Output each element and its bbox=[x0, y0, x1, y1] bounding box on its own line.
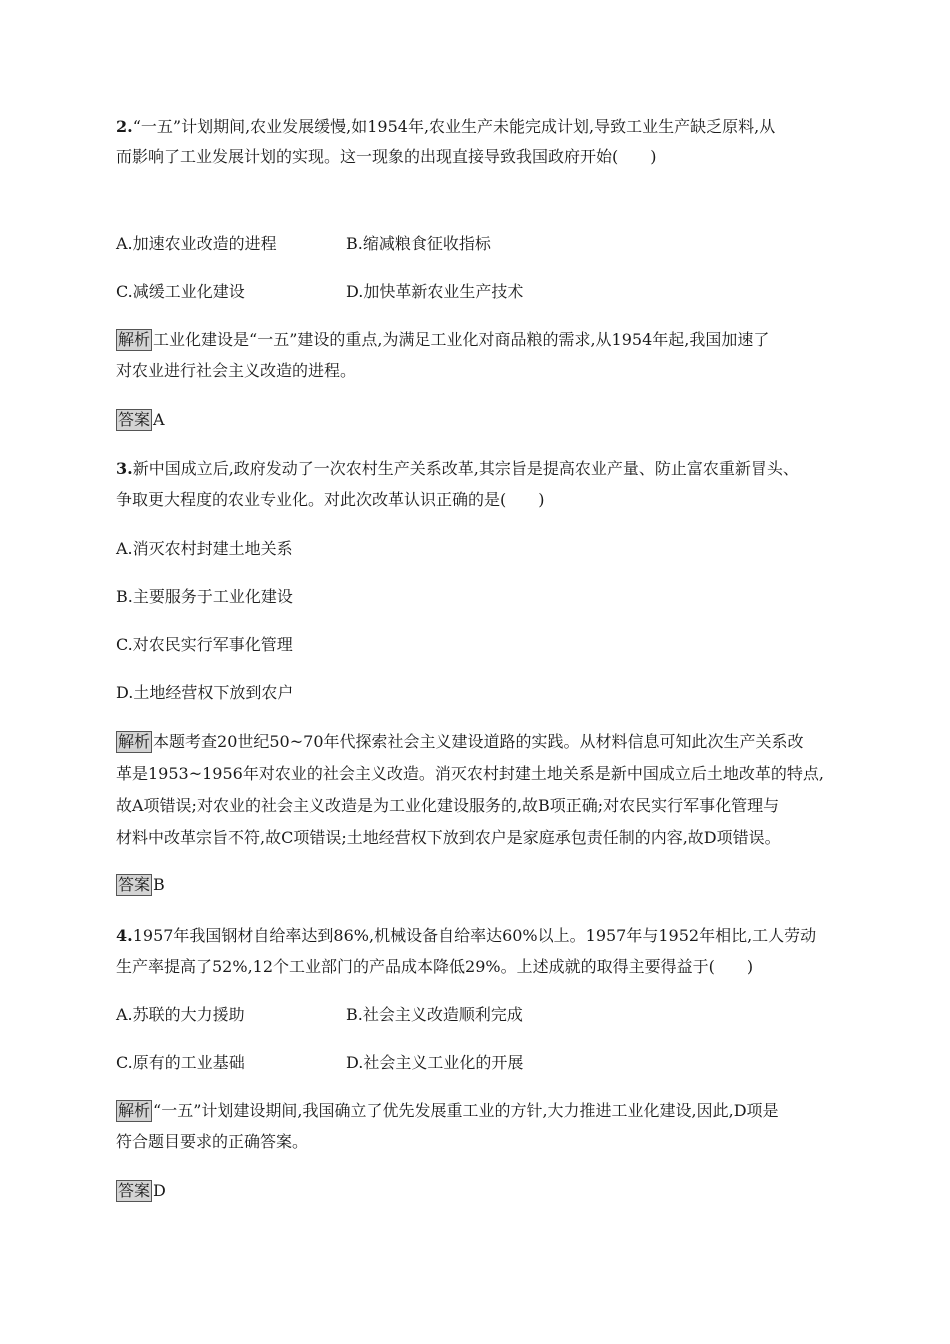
answer-tag: 答案 bbox=[118, 1181, 151, 1200]
question-2-answer: 答案 A bbox=[118, 410, 165, 429]
question-2-stem-line-2: 而影响了工业发展计划的实现。这一现象的出现直接导致我国政府开始( ) bbox=[116, 147, 657, 166]
question-3-option-a: A.消灭农村封建土地关系 bbox=[116, 539, 293, 558]
question-4-option-c: C.原有的工业基础 bbox=[116, 1053, 245, 1072]
question-4-analysis-line-1: 解析 “一五”计划建设期间,我国确立了优先发展重工业的方针,大力推进工业化建设,因此,D项是 bbox=[118, 1101, 779, 1120]
question-3-option-d: D.土地经营权下放到农户 bbox=[116, 683, 294, 702]
question-2-option-a: A.加速农业改造的进程 bbox=[116, 234, 277, 253]
question-4-answer: 答案 D bbox=[118, 1181, 166, 1200]
analysis-tag: 解析 bbox=[118, 1101, 151, 1120]
question-4-option-b: B.社会主义改造顺利完成 bbox=[346, 1005, 523, 1024]
question-3-analysis-line-1: 解析 本题考查20世纪50~70年代探索社会主义建设道路的实践。从材料信息可知此次生产关系改 bbox=[118, 732, 804, 751]
question-3-analysis-line-4: 材料中改革宗旨不符,故C项错误;土地经营权下放到农户是家庭承包责任制的内容,故D项错误。 bbox=[116, 828, 781, 847]
analysis-tag: 解析 bbox=[118, 330, 151, 349]
question-2-option-b: B.缩减粮食征收指标 bbox=[346, 234, 491, 253]
question-2-analysis-line-1: 解析 工业化建设是“一五”建设的重点,为满足工业化对商品粮的需求,从1954年起,我国加速了 bbox=[118, 330, 770, 349]
question-3-answer: 答案 B bbox=[118, 875, 165, 894]
question-3-option-c: C.对农民实行军事化管理 bbox=[116, 635, 293, 654]
answer-tag: 答案 bbox=[118, 410, 151, 429]
question-number: 2. bbox=[116, 117, 133, 136]
question-3-option-b: B.主要服务于工业化建设 bbox=[116, 587, 293, 606]
question-number: 3. bbox=[116, 459, 133, 478]
question-3-stem-line-1: 3.新中国成立后,政府发动了一次农村生产关系改革,其宗旨是提高农业产量、防止富农重新冒头、 bbox=[116, 459, 799, 478]
question-4-analysis-line-2: 符合题目要求的正确答案。 bbox=[116, 1132, 309, 1151]
answer-tag: 答案 bbox=[118, 875, 151, 894]
question-4-stem-line-2: 生产率提高了52%,12个工业部门的产品成本降低29%。上述成就的取得主要得益于( ) bbox=[116, 957, 754, 976]
question-4-stem-line-1: 4.1957年我国钢材自给率达到86%,机械设备自给率达60%以上。1957年与1952年相比,工人劳动 bbox=[116, 926, 817, 945]
question-2-analysis-line-2: 对农业进行社会主义改造的进程。 bbox=[116, 361, 357, 380]
question-3-analysis-line-2: 革是1953~1956年对农业的社会主义改造。消灭农村封建土地关系是新中国成立后土地改革的特点, bbox=[116, 764, 824, 783]
question-4-option-a: A.苏联的大力援助 bbox=[116, 1005, 245, 1024]
question-2-stem-line-1: 2.“一五”计划期间,农业发展缓慢,如1954年,农业生产未能完成计划,导致工业生产缺乏原料,从 bbox=[116, 117, 776, 136]
question-3-stem-line-2: 争取更大程度的农业专业化。对此次改革认识正确的是( ) bbox=[116, 490, 545, 509]
question-2-option-d: D.加快革新农业生产技术 bbox=[346, 282, 524, 301]
question-number: 4. bbox=[116, 926, 133, 945]
question-2-option-c: C.减缓工业化建设 bbox=[116, 282, 245, 301]
question-3-analysis-line-3: 故A项错误;对农业的社会主义改造是为工业化建设服务的,故B项正确;对农民实行军事化管理与 bbox=[116, 796, 780, 815]
analysis-tag: 解析 bbox=[118, 732, 151, 751]
question-4-option-d: D.社会主义工业化的开展 bbox=[346, 1053, 524, 1072]
